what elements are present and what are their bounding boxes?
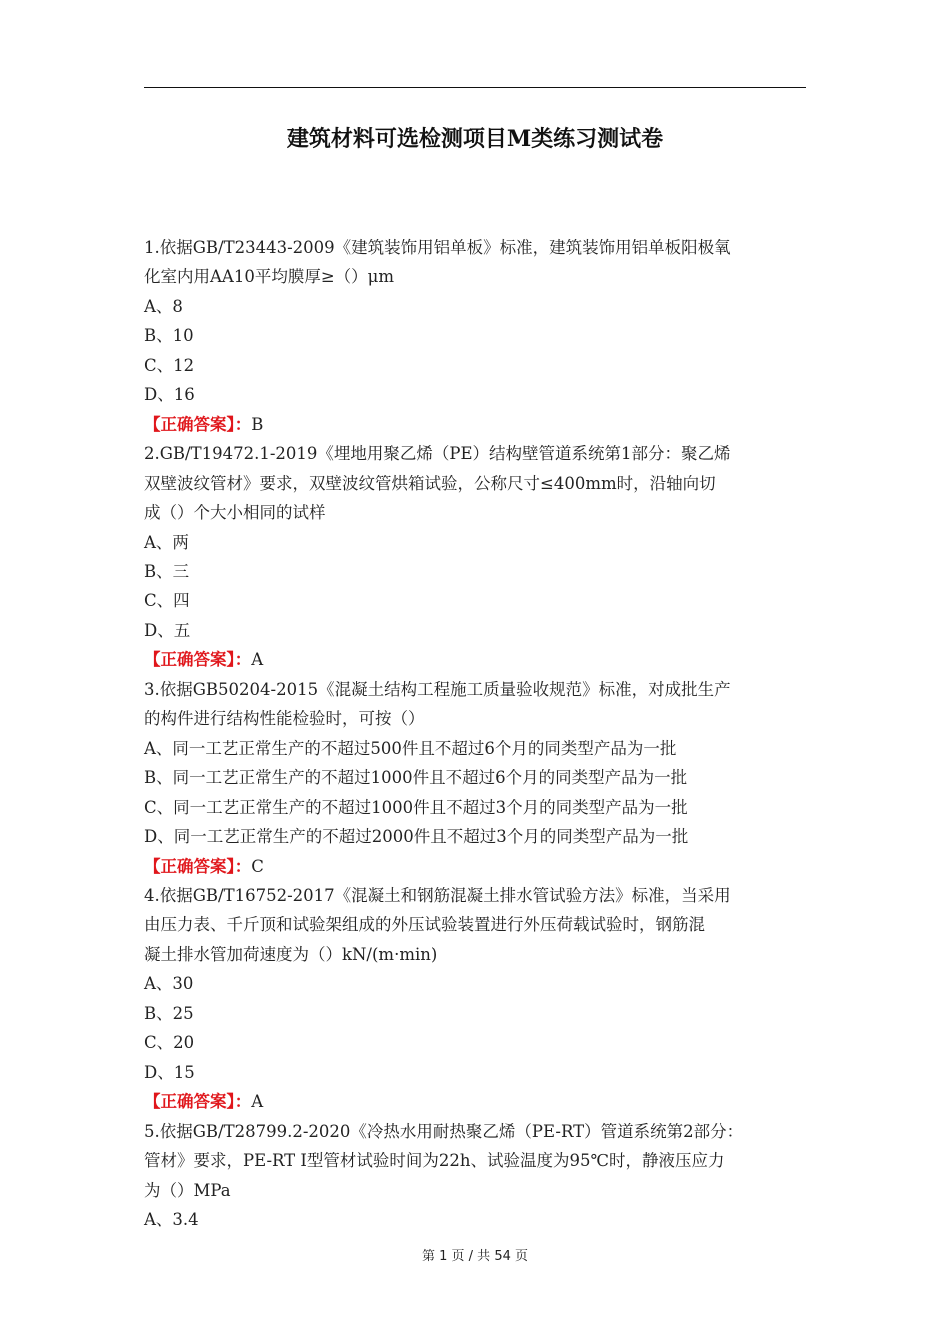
answer-line: [144, 852, 814, 881]
answer-value: C: [251, 856, 264, 876]
question-5: [144, 1117, 814, 1235]
answer-label: 【正确答案】：: [144, 414, 252, 434]
option: A、8: [144, 296, 183, 316]
option: B、同一工艺正常生产的不超过1000件且不超过6个月的同类型产品为一批: [144, 768, 688, 788]
option: D、16: [144, 385, 195, 405]
option: D、15: [144, 1062, 195, 1082]
option: B、三: [144, 561, 190, 581]
answer-value: A: [251, 1092, 264, 1112]
question-text: 为（）MPa: [144, 1180, 231, 1200]
option: D、同一工艺正常生产的不超过2000件且不超过3个月的同类型产品为一批: [144, 827, 689, 847]
option: A、30: [144, 974, 194, 994]
option: A、同一工艺正常生产的不超过500件且不超过6个月的同类型产品为一批: [144, 738, 677, 758]
question-text: 化室内用AA10平均膜厚≥（）μm: [144, 267, 395, 287]
question-text: 双壁波纹管材》要求，双壁波纹管烘箱试验，公称尺寸≤400mm时，沿轴向切: [144, 473, 716, 493]
question-1: [144, 233, 814, 439]
question-text: 5.依据GB/T28799.2-2020《冷热水用耐热聚乙烯（PE-RT）管道系统第2部分：: [144, 1121, 744, 1141]
answer-label: 【正确答案】：: [144, 1092, 252, 1112]
question-text: 的构件进行结构性能检验时，可按（）: [144, 709, 425, 729]
answer-value: A: [251, 650, 264, 670]
question-text: 凝土排水管加荷速度为（）kN/(m·min): [144, 944, 438, 964]
answer-line: [144, 1087, 814, 1116]
question-list: [144, 233, 814, 1234]
answer-line: [144, 410, 814, 439]
option: A、3.4: [144, 1209, 199, 1229]
answer-label: 【正确答案】：: [144, 650, 252, 670]
option: C、20: [144, 1033, 195, 1053]
answer-label: 【正确答案】：: [144, 856, 252, 876]
question-text: 管材》要求，PE-RT Ⅰ型管材试验时间为22h、试验温度为95℃时，静液压应力: [144, 1151, 725, 1171]
option: A、两: [144, 532, 189, 552]
header-rule: [144, 87, 806, 88]
option: C、12: [144, 355, 195, 375]
option: B、25: [144, 1003, 194, 1023]
question-4: [144, 881, 814, 1117]
question-3: [144, 675, 814, 881]
answer-value: B: [251, 414, 264, 434]
answer-line: [144, 645, 814, 674]
page-footer: 第 1 页 / 共 54 页: [422, 1249, 528, 1264]
question-text: 4.依据GB/T16752-2017《混凝土和钢筋混凝土排水管试验方法》标准，当采用: [144, 885, 731, 905]
question-text: 2.GB/T19472.1-2019《埋地用聚乙烯（PE）结构壁管道系统第1部分：聚乙烯: [144, 444, 731, 464]
question-text: 成（）个大小相同的试样: [144, 503, 326, 523]
document-title: 建筑材料可选检测项目M类练习测试卷: [286, 126, 664, 152]
option: C、同一工艺正常生产的不超过1000件且不超过3个月的同类型产品为一批: [144, 797, 688, 817]
question-text: 由压力表、千斤顶和试验架组成的外压试验装置进行外压荷载试验时，钢筋混: [144, 915, 705, 935]
option: B、10: [144, 326, 194, 346]
option: D、五: [144, 620, 191, 640]
question-text: 1.依据GB/T23443-2009《建筑装饰用铝单板》标准，建筑装饰用铝单板阳极氧: [144, 238, 731, 257]
question-2: [144, 439, 814, 675]
option: C、四: [144, 591, 190, 611]
question-text: 3.依据GB50204-2015《混凝土结构工程施工质量验收规范》标准，对成批生产: [144, 679, 731, 699]
